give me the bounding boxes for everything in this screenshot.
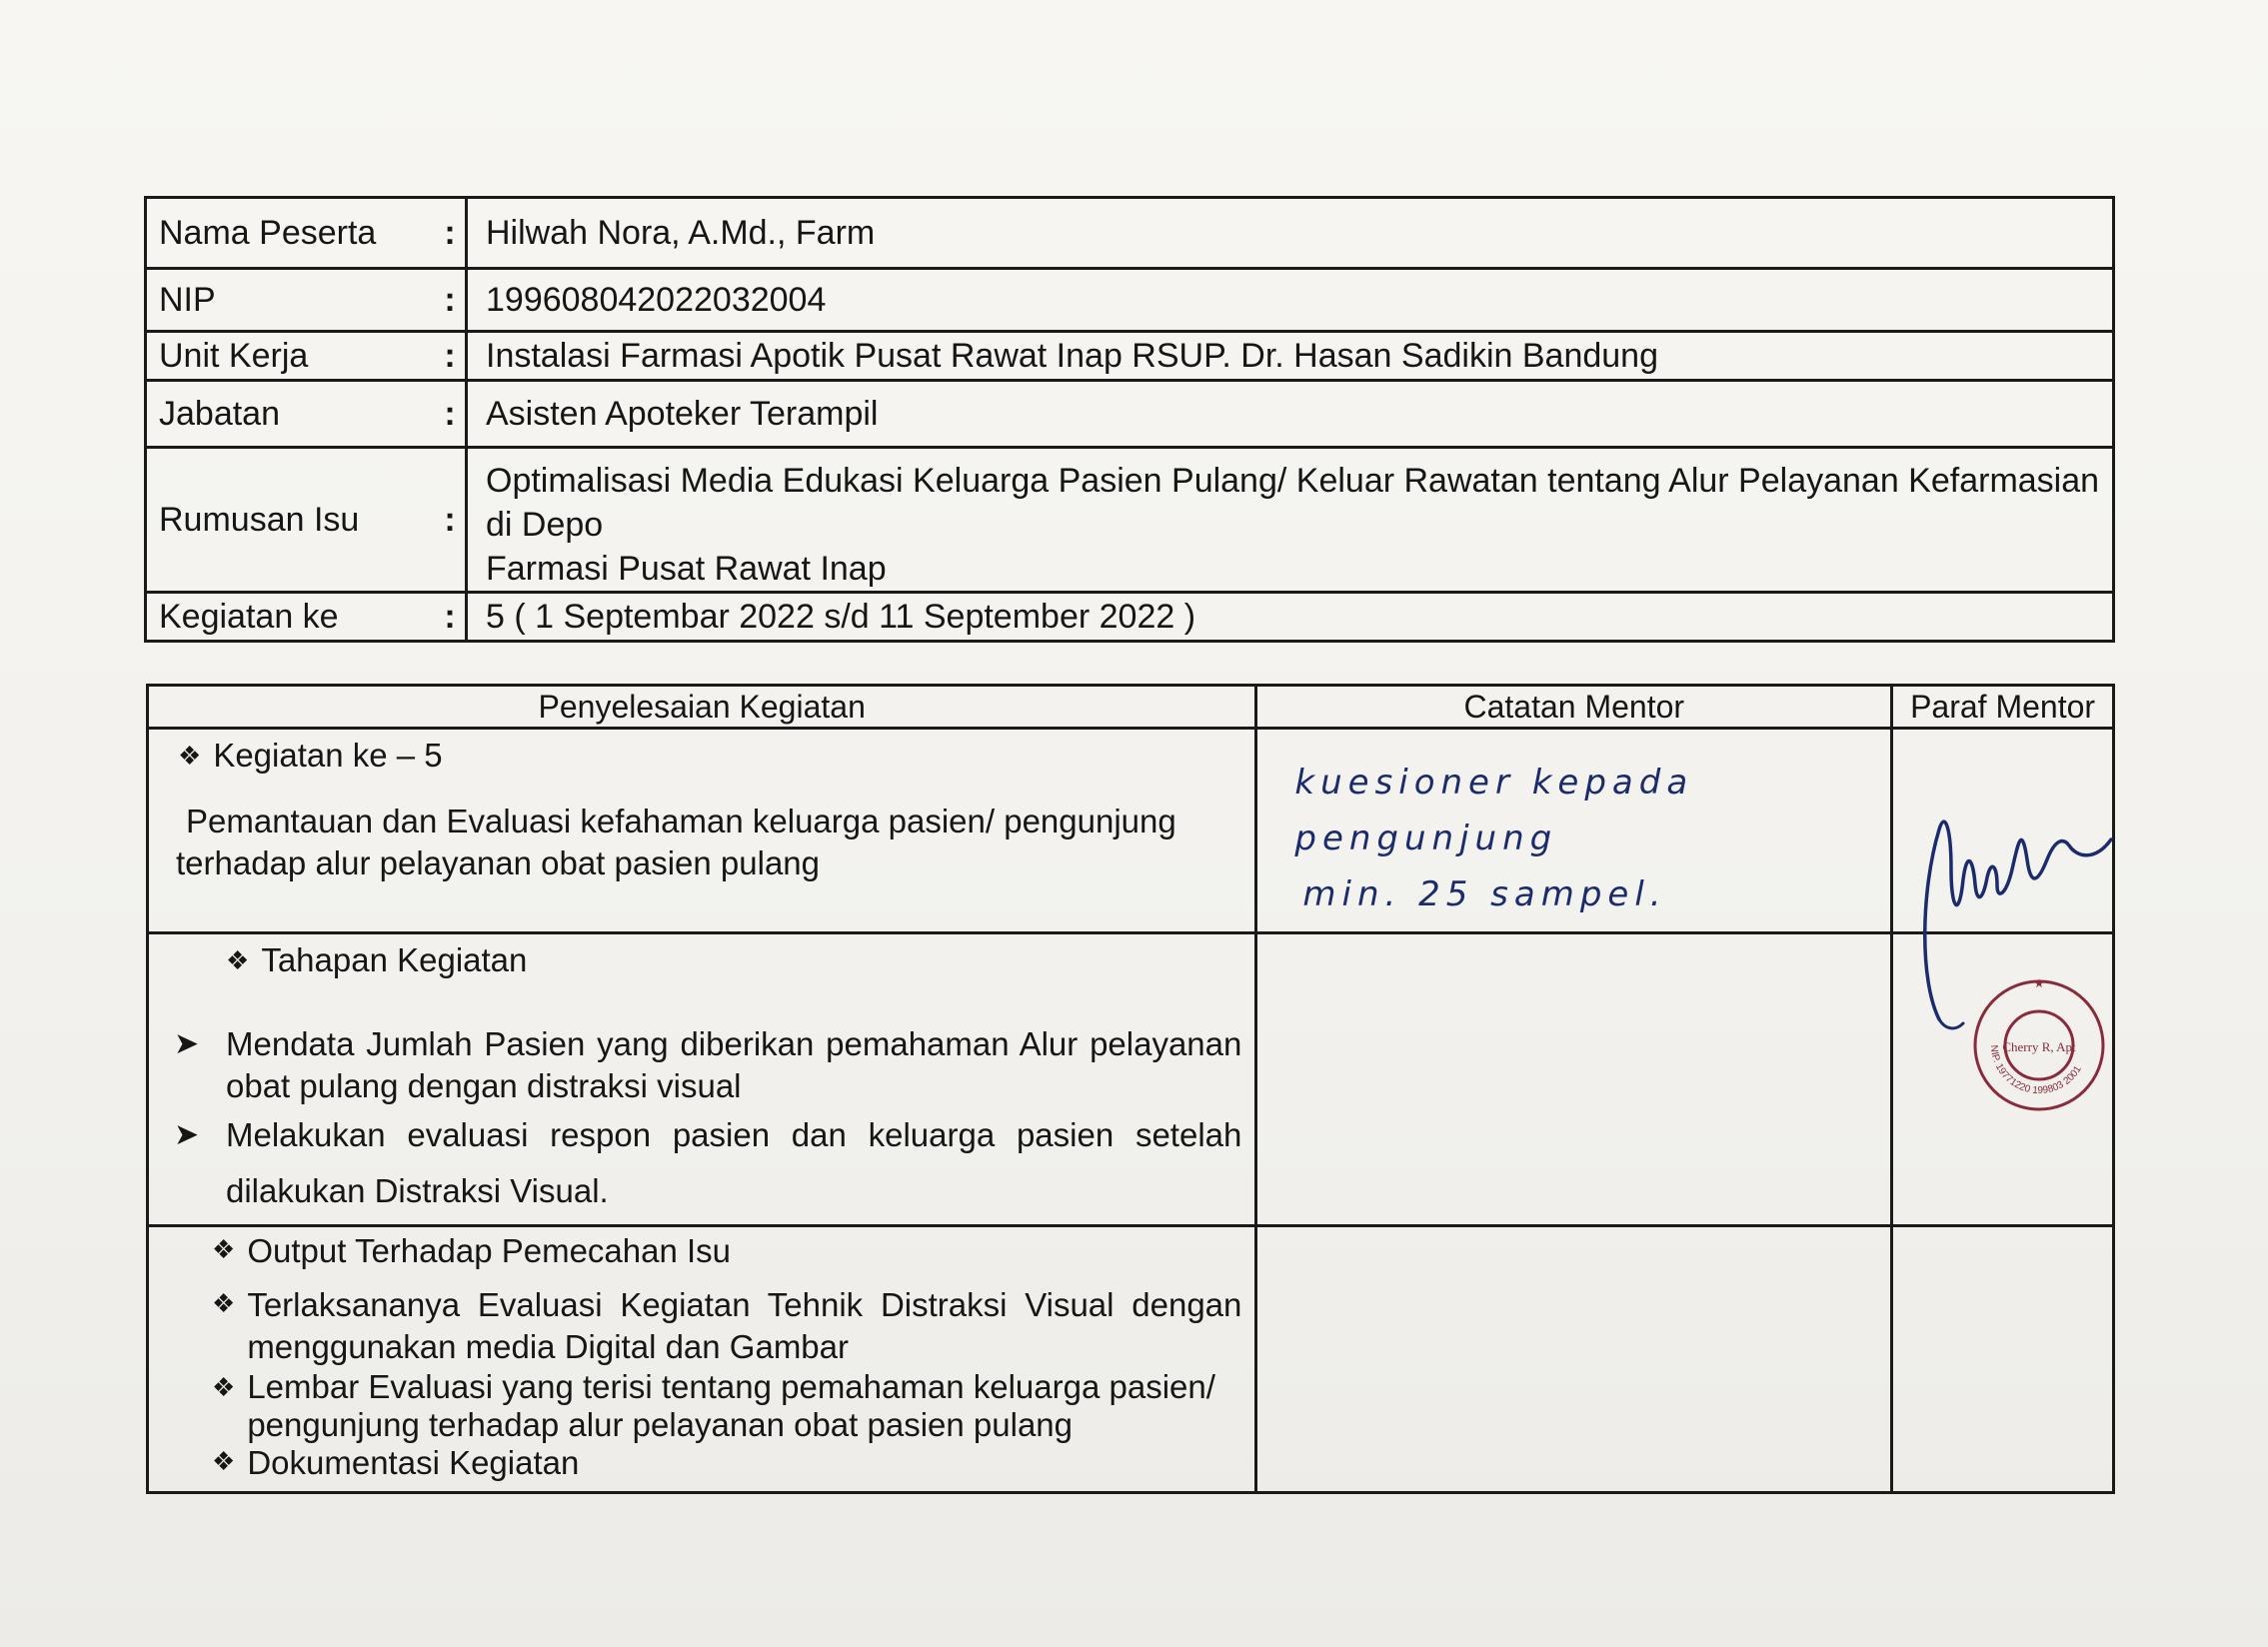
- activity-row-output: [148, 1226, 2114, 1493]
- mentor-signature: [1925, 822, 2111, 1019]
- kegiatan-title-text: Kegiatan ke – 5: [213, 737, 443, 774]
- tahapan-title-text: Tahapan Kegiatan: [261, 941, 528, 978]
- kegiatan-description: Pemantauan dan Evaluasi kefahaman keluarga pasien/ pengunjung terhadap alur pelayanan obat pasien pulang: [176, 803, 1176, 881]
- colon: :: [435, 332, 467, 381]
- nama-label: Nama Peserta: [146, 198, 436, 269]
- diamond-bullet-icon: ❖: [226, 945, 250, 975]
- colon: :: [435, 269, 467, 332]
- mentor-note-cell-2: [1256, 933, 1892, 1226]
- official-stamp: [1975, 976, 2103, 1109]
- info-row-jabatan: [146, 381, 2114, 448]
- nama-value: Hilwah Nora, A.Md., Farm: [467, 198, 2114, 269]
- arrow-bullet-icon: ➤: [174, 1027, 200, 1060]
- info-row-rumusan: [146, 448, 2114, 593]
- info-row-nip: [146, 269, 2114, 332]
- kegiatan-label: Kegiatan ke: [146, 593, 436, 642]
- output-item: [164, 1444, 1241, 1482]
- output-item-text: Terlaksananya Evaluasi Kegiatan Tehnik Distraksi Visual dengan menggunakan media Digital dan Gambar: [247, 1286, 1242, 1365]
- colon: :: [435, 198, 467, 269]
- output-cell: [148, 1226, 1256, 1493]
- output-item: [164, 1368, 1241, 1444]
- paraf-cell-3: [1892, 1226, 2114, 1493]
- participant-info-table: [144, 196, 2115, 643]
- colon: :: [435, 381, 467, 448]
- mentor-note-line-1: kuesioner kepada pengunjung: [1294, 763, 1694, 858]
- activity-row-tahapan: [148, 933, 2114, 1226]
- rumusan-value: [467, 448, 2114, 593]
- kegiatan-cell: [148, 729, 1256, 933]
- rumusan-label: Rumusan Isu: [146, 448, 436, 593]
- unit-label: Unit Kerja: [146, 332, 436, 381]
- nip-label: NIP: [146, 269, 436, 332]
- output-item: [164, 1284, 1241, 1368]
- info-row-unit: [146, 332, 2114, 381]
- output-item-text: Lembar Evaluasi yang terisi tentang pemahaman keluarga pasien/ pengunjung terhadap alur pelayanan obat pasien pulang: [247, 1368, 1215, 1443]
- stamp-star-icon: ★: [2033, 976, 2045, 990]
- tahapan-title: [164, 939, 1241, 983]
- rumusan-line-1: Optimalisasi Media Edukasi Keluarga Pasien Pulang/ Keluar Rawatan tentang Alur Pelayanan Kefarmasian di Depo: [486, 462, 2100, 544]
- activity-row-kegiatan: [148, 729, 2114, 933]
- arrow-bullet-icon: ➤: [174, 1118, 200, 1151]
- jabatan-label: Jabatan: [146, 381, 436, 448]
- mentor-handwritten-note: [1258, 731, 1889, 922]
- kegiatan-value: 5 ( 1 Septembar 2022 s/d 11 September 2022 ): [467, 593, 2114, 642]
- header-penyelesaian: Penyelesaian Kegiatan: [148, 686, 1256, 729]
- diamond-bullet-icon: ❖: [212, 1234, 236, 1264]
- diamond-bullet-icon: ❖: [212, 1372, 236, 1402]
- stamp-ring-textpath: NIP. 19771220 199803 2001: [1987, 1044, 2084, 1097]
- tahapan-item: [164, 1023, 1241, 1107]
- info-row-nama: [146, 198, 2114, 269]
- output-item-text: Output Terhadap Pemecahan Isu: [247, 1232, 732, 1269]
- info-row-kegiatan: [146, 593, 2114, 642]
- mentor-note-cell-3: [1256, 1226, 1892, 1493]
- mentor-signature-stamp: [1899, 800, 2129, 1129]
- mentor-note-cell: [1256, 729, 1892, 933]
- diamond-bullet-icon: ❖: [212, 1288, 236, 1318]
- header-paraf-mentor: Paraf Mentor: [1892, 686, 2114, 729]
- mentor-note-line-2: min. 25 sampel.: [1302, 874, 1667, 914]
- diamond-bullet-icon: ❖: [212, 1446, 236, 1476]
- colon: :: [435, 593, 467, 642]
- tahapan-item-text: Melakukan evaluasi respon pasien dan keluarga pasien setelah dilakukan Distraksi Visual.: [226, 1116, 1242, 1209]
- tahapan-item: [164, 1107, 1241, 1219]
- tahapan-cell: [148, 933, 1256, 1226]
- rumusan-line-2: Farmasi Pusat Rawat Inap: [486, 550, 887, 588]
- header-catatan-mentor: Catatan Mentor: [1256, 686, 1892, 729]
- unit-value: Instalasi Farmasi Apotik Pusat Rawat Inap RSUP. Dr. Hasan Sadikin Bandung: [467, 332, 2114, 381]
- nip-value: 199608042022032004: [467, 269, 2114, 332]
- activity-table: [146, 684, 2115, 1494]
- colon: :: [435, 448, 467, 593]
- output-item: [164, 1230, 1241, 1272]
- jabatan-value: Asisten Apoteker Terampil: [467, 381, 2114, 448]
- stamp-center-text: Cherry R, Apt: [2002, 1039, 2076, 1054]
- tahapan-item-text: Mendata Jumlah Pasien yang diberikan pemahaman Alur pelayanan obat pulang dengan distraksi visual: [226, 1025, 1242, 1104]
- output-item-text: Dokumentasi Kegiatan: [247, 1444, 580, 1481]
- diamond-bullet-icon: ❖: [178, 741, 202, 771]
- kegiatan-title: [178, 735, 1241, 779]
- activity-header-row: [148, 686, 2114, 729]
